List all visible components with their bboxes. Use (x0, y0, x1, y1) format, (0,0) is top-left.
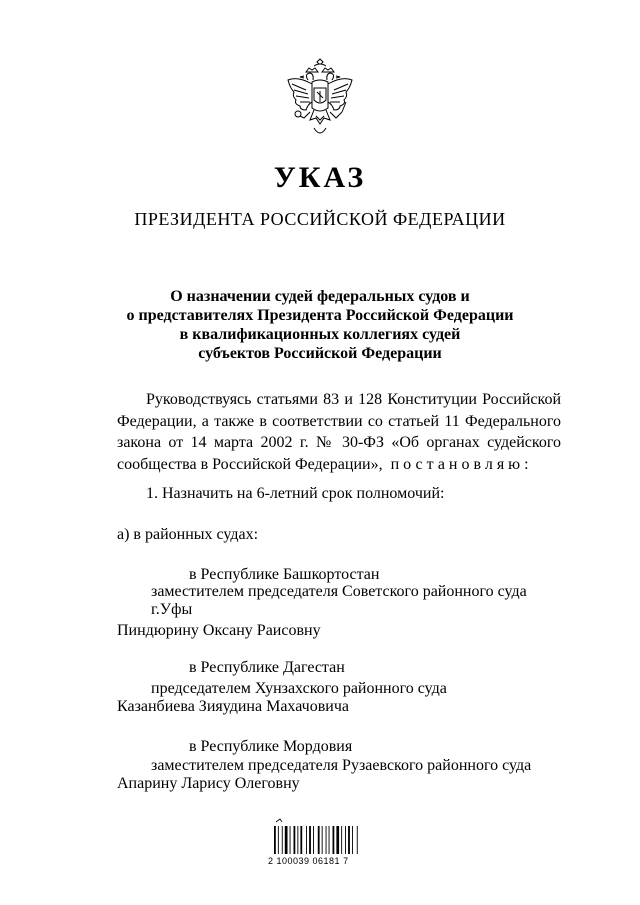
item-a: а) в районных судах: (117, 526, 259, 543)
barcode-bar (285, 826, 288, 854)
appointment-region: в Республике Дагестан (189, 659, 345, 676)
preamble-text: сообщества в Российской Федерации», (117, 455, 383, 473)
decree-heading (0, 287, 640, 363)
barcode-bar (336, 826, 339, 854)
barcode-bar (290, 826, 291, 854)
barcode-bar (326, 826, 327, 854)
barcode-bar (318, 826, 320, 854)
barcode-number: 2 100039 06181 7 (268, 856, 349, 866)
barcode-bar (306, 826, 307, 854)
barcode-bar (345, 826, 346, 854)
barcode-bar (313, 826, 314, 854)
document-subtitle: ПРЕЗИДЕНТА РОССИЙСКОЙ ФЕДЕРАЦИИ (134, 209, 506, 229)
heading-line: О назначении судей федеральных судов и (170, 288, 470, 305)
barcode-bar (348, 826, 350, 854)
barcode-bar (341, 826, 342, 854)
barcode-bar (333, 826, 335, 854)
barcode-bar (282, 826, 283, 854)
preamble-line: Федерации, а также в соответствии со статьей 11 Федерального (117, 412, 561, 430)
decree-word: постановляю: (390, 455, 533, 473)
barcode-bar (297, 826, 298, 854)
preamble-line: Руководствуясь статьями 83 и 128 Конституции Российской (146, 391, 561, 408)
barcode-bar (300, 826, 302, 854)
barcode-bar (357, 826, 358, 854)
barcode-bar (322, 826, 323, 854)
appointment-position: председателем Хунзахского районного суда (151, 680, 447, 697)
heading-line: в квалификационных коллегиях судей (179, 326, 461, 343)
appointment-region: в Республике Башкортостан (189, 566, 380, 583)
appointment-position: заместителем председателя Советского районного суда (151, 583, 527, 600)
preamble-paragraph (117, 389, 561, 475)
heading-line: субъектов Российской Федерации (198, 345, 442, 362)
barcode-bar (309, 826, 311, 854)
barcode-bar (278, 826, 279, 854)
barcode-bar (294, 826, 296, 854)
coat-of-arms-emblem (284, 58, 356, 140)
preamble-line: закона от 14 марта 2002 г. № 30-ФЗ «Об органах судейского (117, 434, 561, 451)
appointment-person: Казанбиева Зияудина Махачовича (117, 698, 349, 715)
appointment-person: Пиндюрину Оксану Раисовну (117, 622, 321, 639)
document-title: УКАЗ (273, 161, 367, 194)
barcode-bar (329, 826, 330, 854)
appointment-person: Апарину Ларису Олеговну (117, 775, 300, 792)
appointment-position: г.Уфы (151, 601, 193, 618)
appointment-position: заместителем председателя Рузаевского районного суда (151, 757, 532, 774)
heading-line: о представителях Президента Российской Федерации (126, 307, 514, 324)
item-1: 1. Назначить на 6-летний срок полномочий: (146, 485, 445, 502)
preamble-line-last (117, 454, 561, 476)
barcode-bar (352, 826, 353, 854)
barcode-bar (274, 826, 276, 854)
appointment-region: в Республике Мордовия (189, 738, 353, 755)
